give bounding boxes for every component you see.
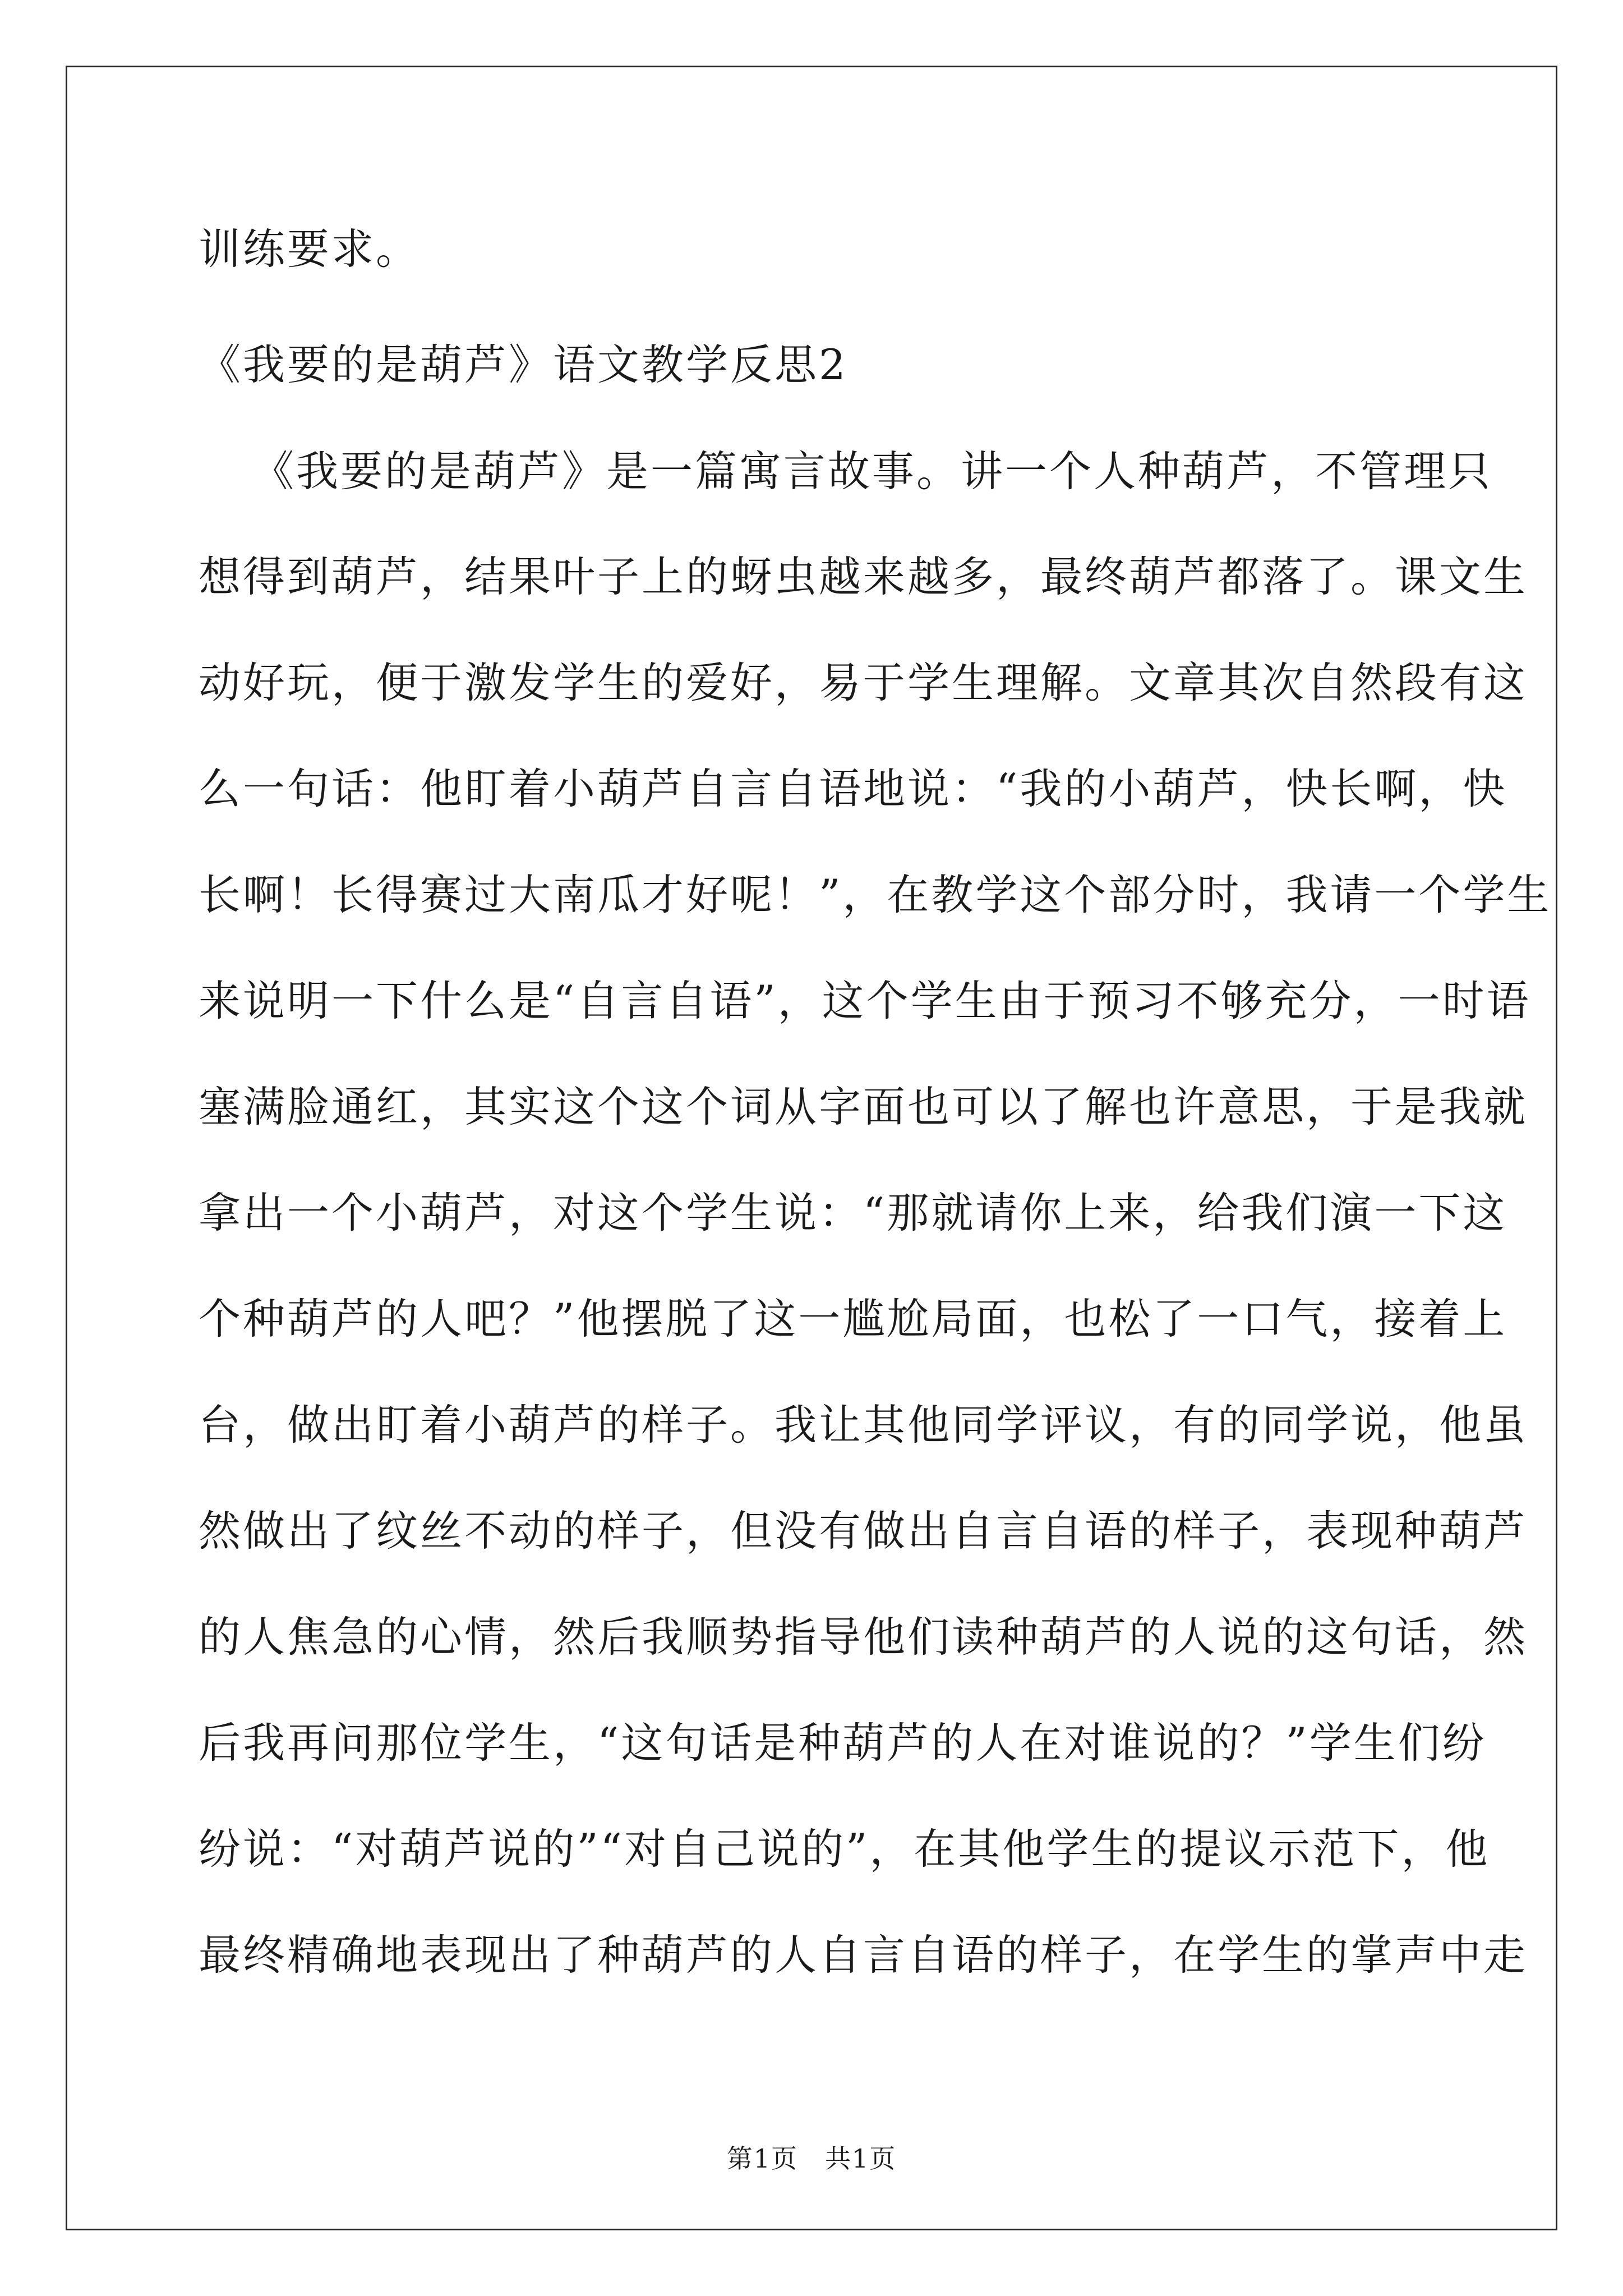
text-line: 然做出了纹丝不动的样子，但没有做出自言自语的样子，表现种葫芦: [199, 1506, 1528, 1556]
text-line: 来说明一下什么是“自言自语”，这个学生由于预习不够充分，一时语: [199, 976, 1531, 1025]
text-line: 训练要求。: [199, 224, 421, 274]
text-line: 《我要的是葫芦》是一篇寓言故事。讲一个人种葫芦，不管理只: [252, 447, 1493, 496]
section-title: 《我要的是葫芦》语文教学反思2: [199, 340, 848, 389]
text-line: 塞满脸通红，其实这个这个词从字面也可以了解也许意思，于是我就: [199, 1082, 1528, 1131]
text-line: 后我再问那位学生，“这句话是种葫芦的人在对谁说的？”学生们纷: [199, 1718, 1487, 1768]
text-line: 纷说：“对葫芦说的”“对自己说的”，在其他学生的提议示范下，他: [199, 1824, 1490, 1874]
text-line: 的人焦急的心情，然后我顺势指导他们读种葫芦的人说的这句话，然: [199, 1612, 1528, 1662]
page-number-footer: 第1页 共1页: [726, 2143, 897, 2174]
text-line: 么一句话：他盯着小葫芦自言自语地说：“我的小葫芦，快长啊，快: [199, 764, 1507, 813]
text-line: 动好玩，便于激发学生的爱好，易于学生理解。文章其次自然段有这: [199, 658, 1528, 707]
text-line: 个种葫芦的人吧？”他摆脱了这一尴尬局面，也松了一口气，接着上: [199, 1294, 1507, 1343]
text-line: 拿出一个小葫芦，对这个学生说：“那就请你上来，给我们演一下这: [199, 1188, 1507, 1237]
text-line: 台，做出盯着小葫芦的样子。我让其他同学评议，有的同学说，他虽: [199, 1400, 1528, 1450]
text-line: 长啊！长得赛过大南瓜才好呢！”，在教学这个部分时，我请一个学生: [199, 870, 1552, 919]
text-line: 想得到葫芦，结果叶子上的蚜虫越来越多，最终葫芦都落了。课文生: [199, 552, 1528, 601]
text-line: 最终精确地表现出了种葫芦的人自言自语的样子，在学生的掌声中走: [199, 1930, 1528, 1980]
